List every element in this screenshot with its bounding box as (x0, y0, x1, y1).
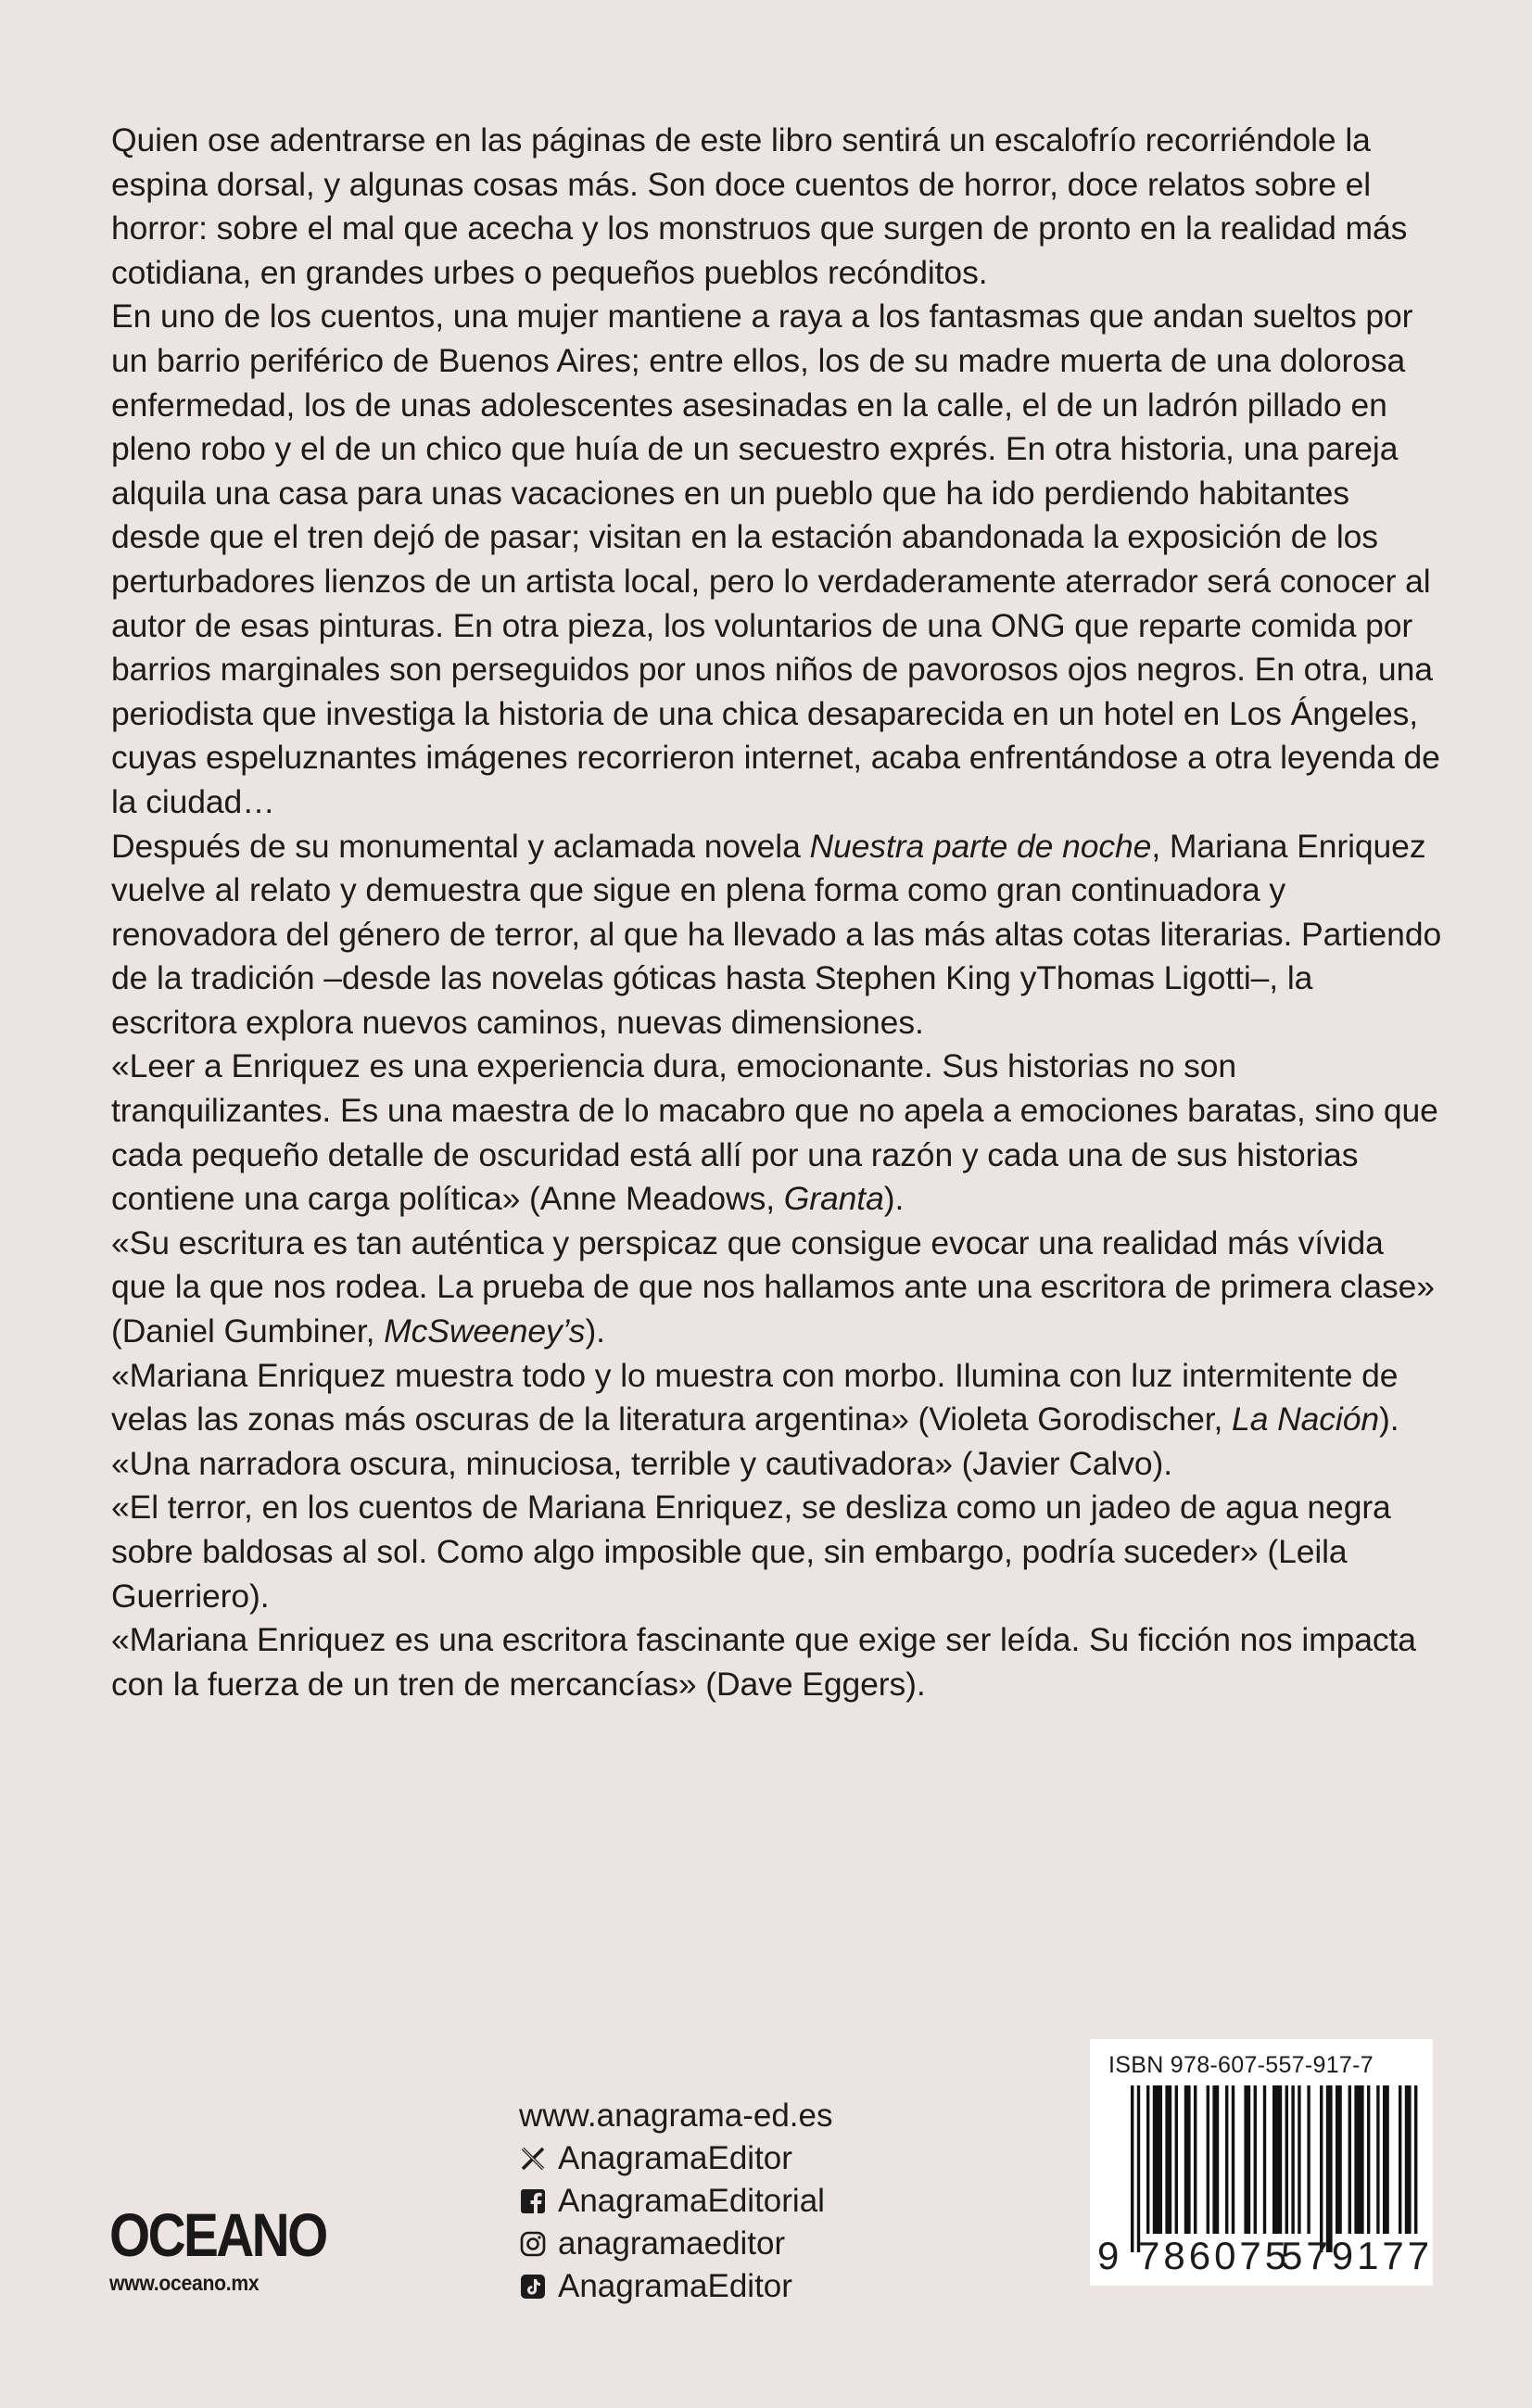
barcode-bars (1101, 2085, 1422, 2252)
quote-source: McSweeney’s (384, 1312, 586, 1350)
quote-text: ). (585, 1312, 605, 1350)
contact-tiktok[interactable] (519, 2265, 833, 2308)
barcode-digits-right: 579177 (1281, 2234, 1434, 2277)
facebook-handle: AnagramaEditorial (558, 2183, 825, 2219)
contact-instagram[interactable] (519, 2223, 833, 2265)
blurb-text: , Mariana Enriquez vuelve al relato y demuestra que sigue en plena forma como gran continuadora y renovadora del género de terror, al que ha llevado a las más altas cotas literarias. Partiendo de la tradición –desde las novelas góticas hasta Stephen King yThomas Ligotti–, la escritora explora nuevos caminos, nuevas dimensiones. (111, 827, 1442, 1041)
back-cover-blurb (111, 119, 1446, 1706)
instagram-icon (519, 2230, 547, 2258)
contact-list (519, 2095, 833, 2308)
oceano-url[interactable]: www.oceano.mx (109, 2271, 260, 2295)
quote-text: ). (883, 1180, 905, 1218)
quote-text: «Leer a Enriquez es una experiencia dura, emocionante. Sus historias no son tranquilizantes. Es una maestra de lo macabro que no apela a emociones baratas, sino que cada pequeño detalle de oscuridad está allí por una razón y cada una de sus historias contiene una carga política» (Anne Meadows, (111, 1047, 1438, 1218)
review-quote (111, 1045, 1446, 1221)
isbn-barcode (1090, 2039, 1433, 2286)
blurb-paragraph (111, 825, 1446, 1046)
barcode-digit-first: 9 (1097, 2234, 1120, 2277)
blurb-paragraph: En uno de los cuentos, una mujer mantiene a raya a los fantasmas que andan sueltos por un barrio periférico de Buenos Aires; entre ellos, los de su madre muerta de una dolorosa enfermedad, los de unas adolescentes asesinadas en la calle, el de un ladrón pillado en pleno robo y el de un chico que huía de un secuestro exprés. En otra historia, una pareja alquila una casa para unas vacaciones en un pueblo que ha ido perdiendo habitantes desde que el tren dejó de pasar; visitan en la estación abandonada la exposición de los perturbadores lienzos de un artista local, pero lo verdaderamente aterrador será conocer al autor de esas pinturas. En otra pieza, los voluntarios de una ONG que reparte comida por barrios marginales son perseguidos por unos niños de pavorosos ojos negros. En otra, una periodista que investiga la historia de una chica desaparecida en un hotel en Los Ángeles, cuyas espeluznantes imágenes recorrieron internet, acaba enfrentándose a otra leyenda de la ciudad… (111, 298, 1440, 820)
tiktok-icon (519, 2273, 547, 2300)
isbn-label: ISBN 978-607-557-917-7 (1108, 2052, 1374, 2078)
quote-source: Granta (783, 1180, 884, 1218)
website-link[interactable]: www.anagrama-ed.es (519, 2097, 833, 2134)
contact-facebook[interactable] (519, 2180, 833, 2223)
quote-text: «Mariana Enriquez muestra todo y lo muestra con morbo. Ilumina con luz intermitente de velas las zonas más oscuras de la literatura argentina» (Violeta Gorodischer, (111, 1356, 1399, 1438)
publisher-block (109, 2200, 361, 2296)
barcode-digits-left: 786075 (1138, 2234, 1291, 2277)
review-quote: «Una narradora oscura, minuciosa, terrible y cautivadora» (Javier Calvo). (111, 1444, 1172, 1482)
instagram-handle: anagramaeditor (558, 2225, 786, 2262)
blurb-paragraph: Quien ose adentrarse en las páginas de este libro sentirá un escalofrío recorriéndole la espina dorsal, y algunas cosas más. Son doce cuentos de horror, doce relatos sobre el horror: sobre el mal que acecha y los monstruos que surgen de pronto en la realidad más cotidiana, en grandes urbes o pequeños pueblos recónditos. (111, 121, 1408, 291)
contact-x[interactable] (519, 2137, 833, 2180)
x-icon (519, 2145, 547, 2173)
quote-source: La Nación (1232, 1400, 1380, 1438)
review-quote (111, 1354, 1446, 1442)
facebook-icon (519, 2187, 547, 2215)
review-quote: «Mariana Enriquez es una escritora fascinante que exige ser leída. Su ficción nos impacta con la fuerza de un tren de mercancías» (Dave Eggers). (111, 1621, 1416, 1703)
quote-text: «Su escritura es tan auténtica y perspicaz que consigue evocar una realidad más vívida que la que nos rodea. La prueba de que nos hallamos ante una escritora de primera clase» (Daniel Gumbiner, (111, 1223, 1435, 1350)
novel-title: Nuestra parte de noche (809, 827, 1152, 865)
quote-text: ). (1379, 1400, 1399, 1438)
contact-website[interactable] (519, 2095, 833, 2137)
tiktok-handle: AnagramaEditor (558, 2268, 792, 2304)
oceano-logo: OCEANO (109, 2200, 326, 2269)
x-handle: AnagramaEditor (558, 2140, 792, 2176)
review-quote (111, 1222, 1446, 1354)
blurb-text: Después de su monumental y aclamada novela (111, 827, 810, 865)
review-quote: «El terror, en los cuentos de Mariana Enriquez, se desliza como un jadeo de agua negra sobre baldosas al sol. Como algo imposible que, sin embargo, podría suceder» (Leila Guerriero). (111, 1489, 1391, 1615)
